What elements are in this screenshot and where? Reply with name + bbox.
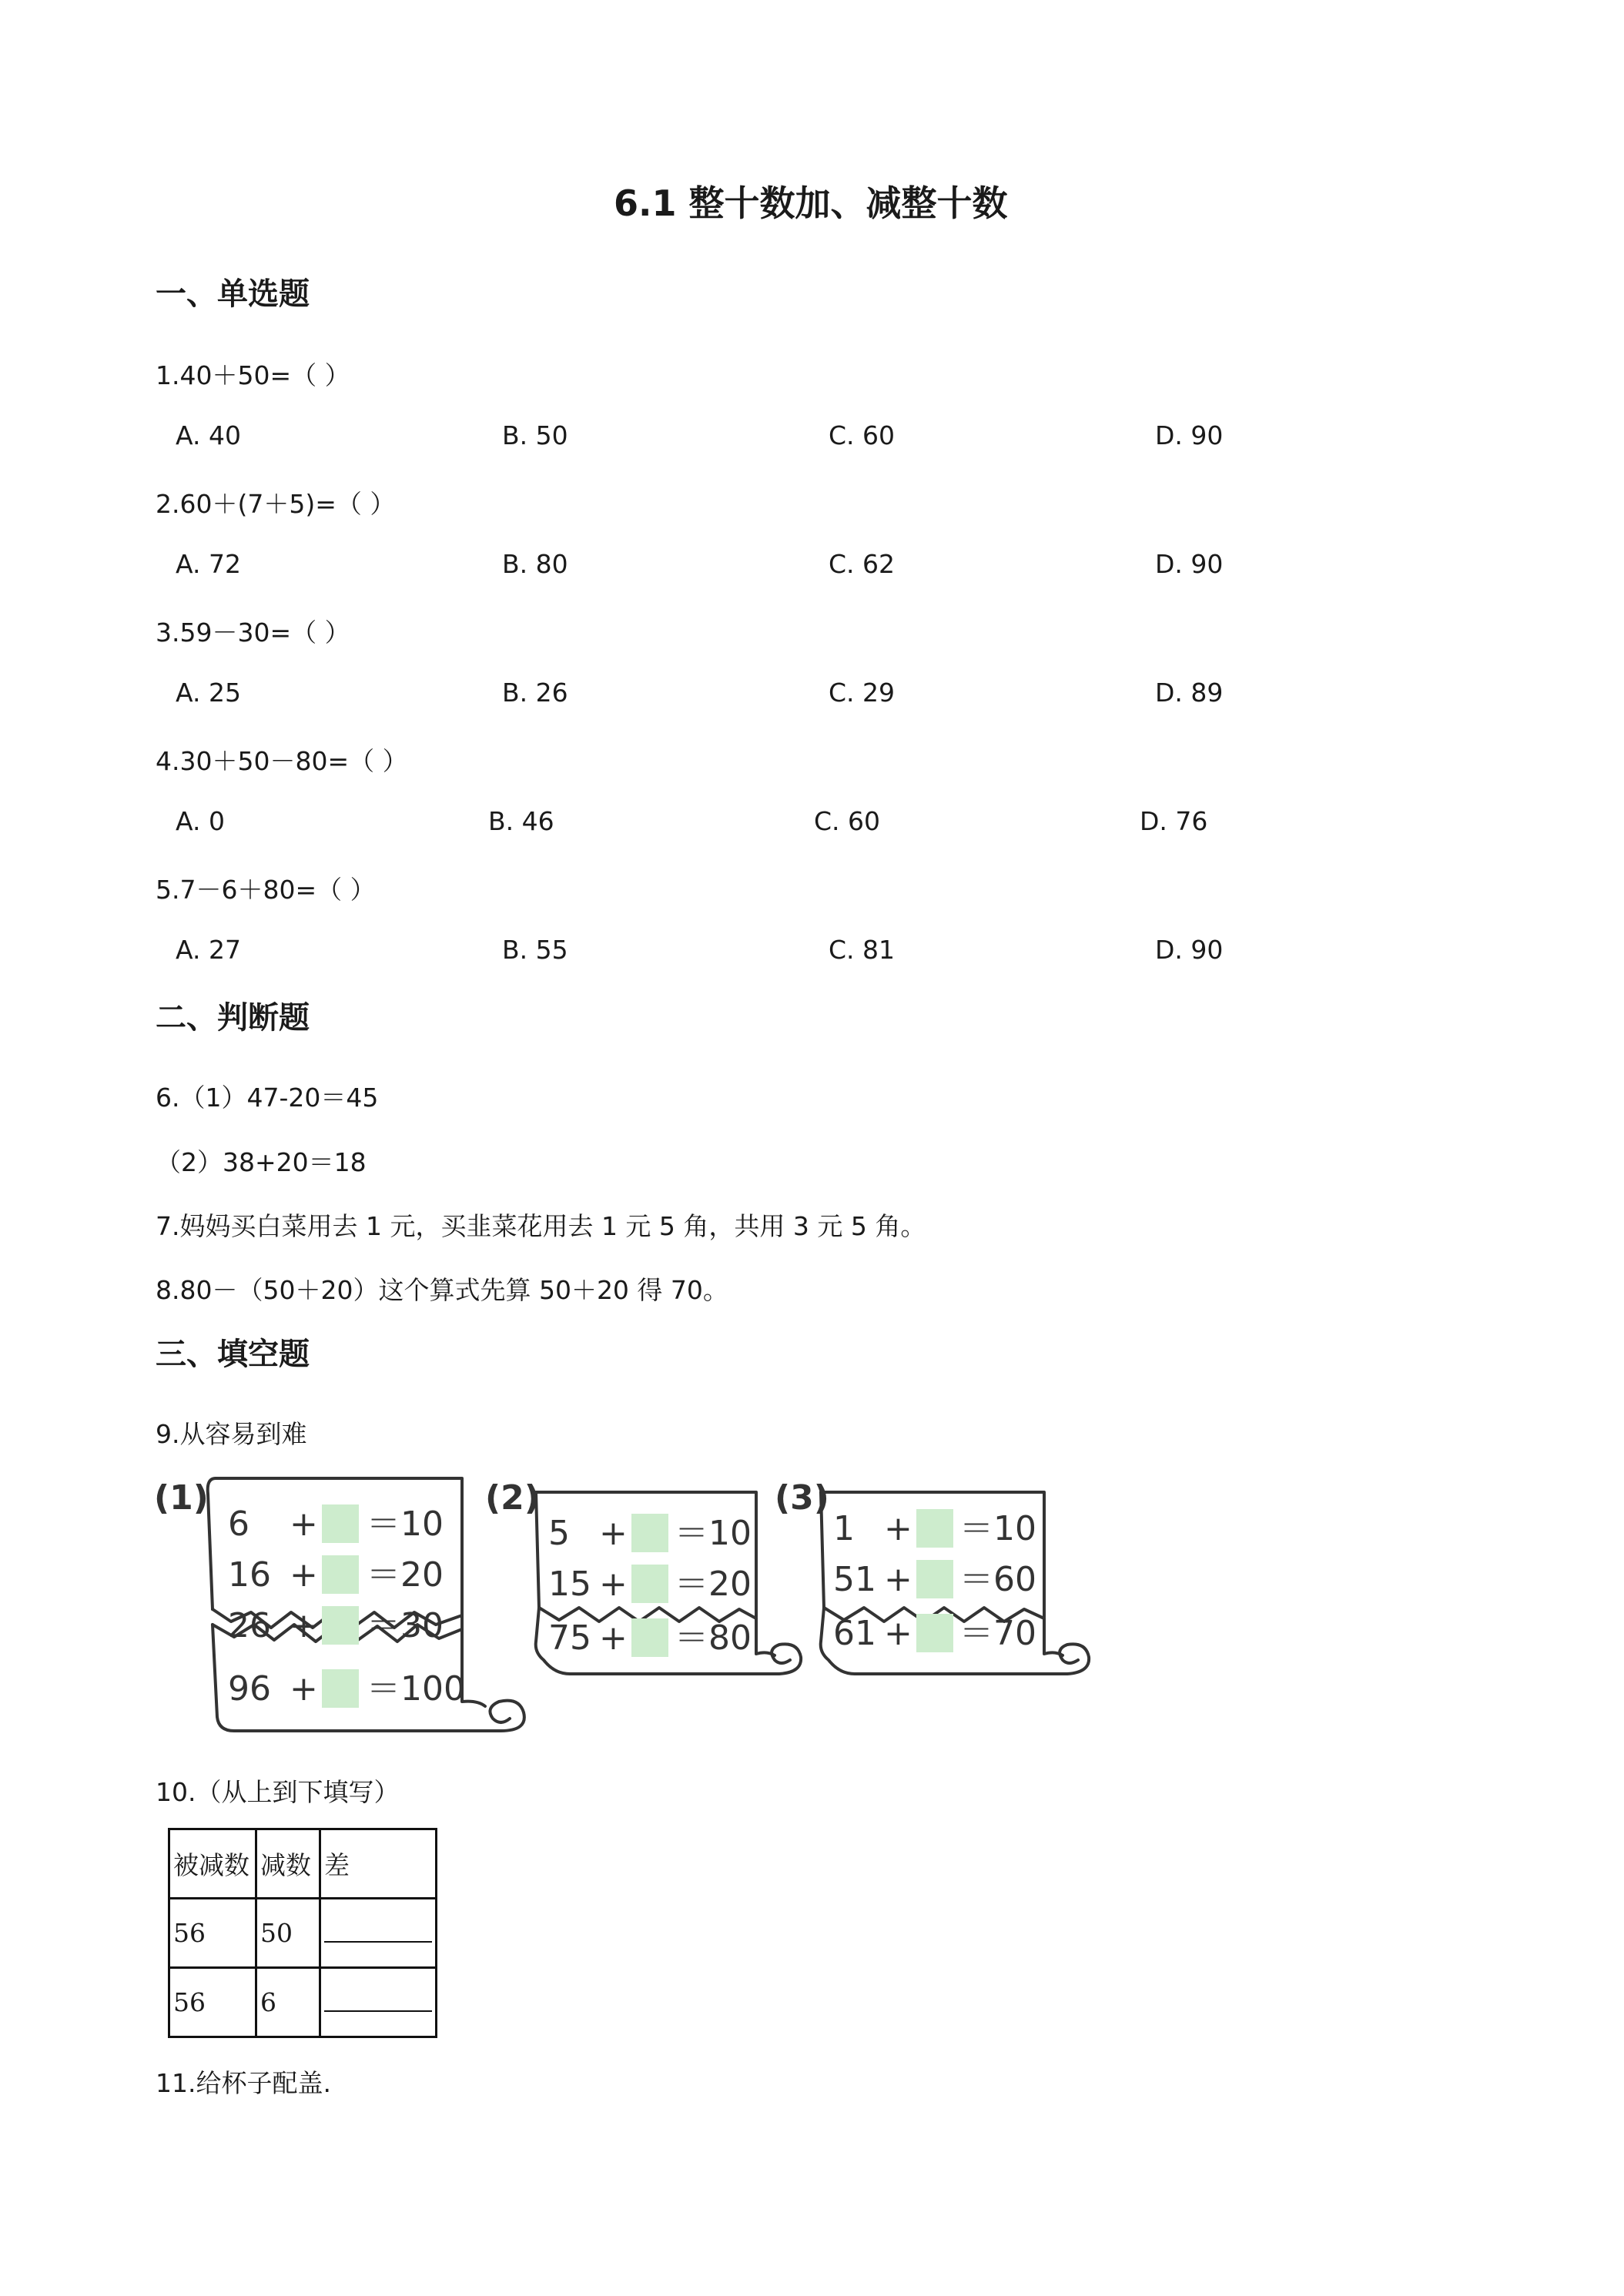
- question-8: 8.80－（50＋20）这个算式先算 50＋20 得 70。: [156, 1275, 728, 1305]
- subtrahend-cell: 6: [256, 1968, 320, 2037]
- header-minuend: 被减数: [169, 1829, 256, 1899]
- question-2-stem: 2.60＋(7＋5)=（ ）: [156, 489, 396, 519]
- plus-sign: +: [599, 1514, 628, 1553]
- question-3-option-a[interactable]: A. 25: [176, 678, 241, 708]
- question-6-part-1: 6.（1）47-20＝45: [156, 1083, 379, 1113]
- question-5-option-b[interactable]: B. 55: [502, 935, 568, 965]
- scroll-illustrations: [154, 1471, 1124, 1748]
- answer-box[interactable]: [322, 1669, 359, 1708]
- question-11-stem: 11.给杯子配盖.: [156, 2068, 331, 2098]
- scroll-3-label: (3): [775, 1478, 829, 1518]
- scroll-2-addend: 5: [548, 1514, 570, 1553]
- scroll-2-addend: 15: [548, 1565, 591, 1604]
- scroll-3-addend: 51: [833, 1560, 876, 1599]
- scroll-1-sum: ＝100: [367, 1669, 465, 1709]
- question-4-option-a[interactable]: A. 0: [176, 806, 225, 836]
- question-1-stem: 1.40＋50=（ ）: [156, 360, 350, 390]
- question-5-option-a[interactable]: A. 27: [176, 935, 241, 965]
- minuend-cell: 56: [169, 1968, 256, 2037]
- answer-box[interactable]: [631, 1565, 668, 1603]
- table-row: [169, 1968, 437, 2037]
- difference-blank[interactable]: [320, 1899, 437, 1968]
- question-2-option-a[interactable]: A. 72: [176, 549, 241, 579]
- question-1-option-b[interactable]: B. 50: [502, 420, 568, 450]
- minuend-cell: 56: [169, 1899, 256, 1968]
- answer-box[interactable]: [631, 1514, 668, 1552]
- answer-box[interactable]: [322, 1504, 359, 1543]
- plus-sign: +: [599, 1565, 628, 1604]
- scroll-1-addend: 96: [228, 1669, 271, 1709]
- question-5-stem: 5.7－6＋80=（ ）: [156, 875, 376, 905]
- question-1-option-d[interactable]: D. 90: [1155, 420, 1224, 450]
- question-7: 7.妈妈买白菜用去 1 元，买韭菜花用去 1 元 5 角，共用 3 元 5 角。: [156, 1211, 926, 1241]
- question-3-option-d[interactable]: D. 89: [1155, 678, 1224, 708]
- question-3-option-c[interactable]: C. 29: [829, 678, 896, 708]
- question-2-option-c[interactable]: C. 62: [829, 549, 896, 579]
- header-subtrahend: 减数: [256, 1829, 320, 1899]
- scroll-3-sum: ＝70: [959, 1614, 1036, 1653]
- question-5-option-c[interactable]: C. 81: [829, 935, 896, 965]
- difference-blank[interactable]: [320, 1968, 437, 2037]
- question-2-option-d[interactable]: D. 90: [1155, 549, 1224, 579]
- section-heading-single-choice: 一、单选题: [156, 276, 310, 312]
- question-9-stem: 9.从容易到难: [156, 1419, 307, 1449]
- answer-box[interactable]: [322, 1555, 359, 1594]
- question-4-option-d[interactable]: D. 76: [1140, 806, 1208, 836]
- header-difference: 差: [320, 1829, 437, 1899]
- answer-box[interactable]: [631, 1618, 668, 1657]
- scroll-1-sum: ＝30: [367, 1606, 444, 1645]
- scroll-3-addend: 1: [833, 1509, 855, 1548]
- plus-sign: +: [599, 1618, 628, 1658]
- scroll-1-sum: ＝20: [367, 1555, 444, 1595]
- scroll-1-sum: ＝10: [367, 1504, 444, 1544]
- scroll-1-addend: 26: [228, 1606, 271, 1645]
- question-1-option-c[interactable]: C. 60: [829, 420, 896, 450]
- question-4-option-c[interactable]: C. 60: [814, 806, 881, 836]
- plus-sign: +: [290, 1606, 318, 1645]
- subtraction-table: [168, 1828, 437, 2038]
- plus-sign: +: [884, 1560, 912, 1599]
- scroll-1-label: (1): [154, 1478, 209, 1518]
- scroll-2-addend: 75: [548, 1618, 591, 1658]
- question-2-option-b[interactable]: B. 80: [502, 549, 568, 579]
- table-row: [169, 1899, 437, 1968]
- plus-sign: +: [884, 1509, 912, 1548]
- section-heading-true-false: 二、判断题: [156, 1000, 310, 1036]
- scroll-2-label: (2): [485, 1478, 540, 1518]
- question-4-option-b[interactable]: B. 46: [488, 806, 554, 836]
- plus-sign: +: [290, 1555, 318, 1595]
- question-4-stem: 4.30＋50－80=（ ）: [156, 746, 408, 776]
- question-10-stem: 10.（从上到下填写）: [156, 1777, 400, 1807]
- answer-box[interactable]: [322, 1606, 359, 1645]
- scroll-1-addend: 6: [228, 1504, 249, 1544]
- scroll-3-sum: ＝10: [959, 1509, 1036, 1548]
- section-heading-fill-in: 三、填空题: [156, 1337, 310, 1372]
- plus-sign: +: [290, 1669, 318, 1709]
- plus-sign: +: [884, 1614, 912, 1653]
- question-6-part-2: （2）38+20＝18: [156, 1147, 367, 1177]
- answer-box[interactable]: [916, 1560, 953, 1598]
- scroll-2-sum: ＝20: [675, 1565, 752, 1604]
- answer-box[interactable]: [916, 1509, 953, 1548]
- plus-sign: +: [290, 1504, 318, 1544]
- scroll-1-addend: 16: [228, 1555, 271, 1595]
- subtrahend-cell: 50: [256, 1899, 320, 1968]
- scroll-2-sum: ＝80: [675, 1618, 752, 1658]
- question-3-option-b[interactable]: B. 26: [502, 678, 568, 708]
- scroll-2-sum: ＝10: [675, 1514, 752, 1553]
- scroll-3-sum: ＝60: [959, 1560, 1036, 1599]
- page-title: 6.1 整十数加、减整十数: [614, 182, 1008, 224]
- question-3-stem: 3.59－30=（ ）: [156, 618, 350, 648]
- answer-box[interactable]: [916, 1614, 953, 1652]
- table-header-row: [169, 1829, 437, 1899]
- question-5-option-d[interactable]: D. 90: [1155, 935, 1224, 965]
- question-1-option-a[interactable]: A. 40: [176, 420, 241, 450]
- scroll-3-addend: 61: [833, 1614, 876, 1653]
